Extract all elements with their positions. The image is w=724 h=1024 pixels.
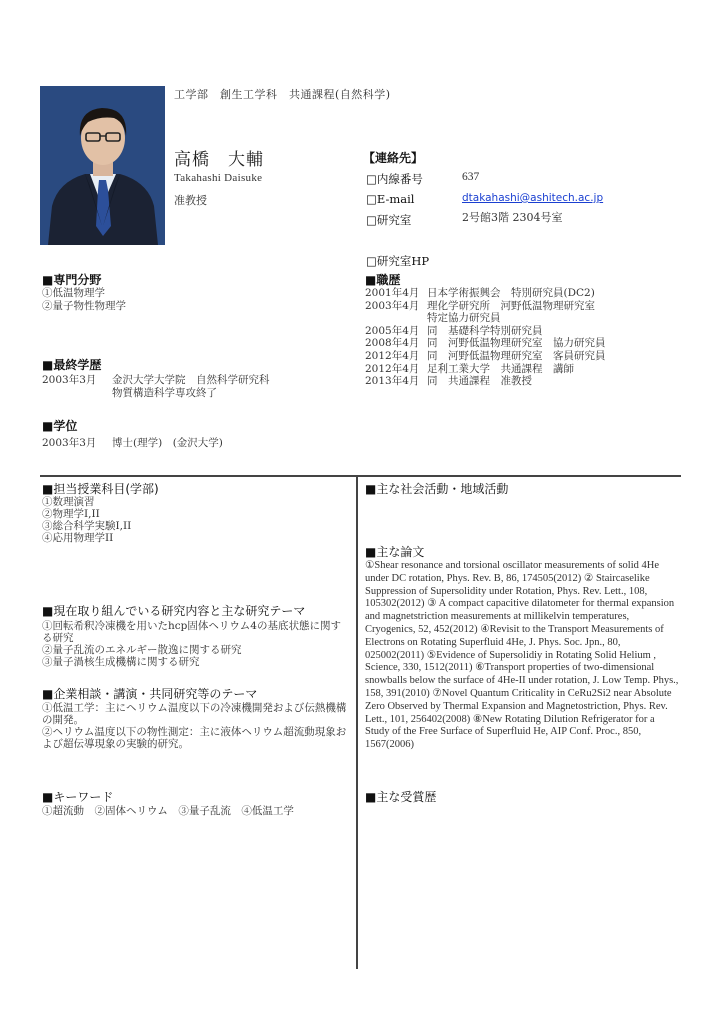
research-item: ③量子渦核生成機構に関する研究 (42, 656, 200, 668)
education-line: 金沢大学大学院 自然科学研究科 (112, 374, 270, 386)
degree-value: 博士(理学) (金沢大学) (112, 437, 223, 449)
lab-homepage-label: □研究室HP (366, 254, 430, 268)
office-value: 2号館3階 2304号室 (462, 211, 563, 224)
education-heading: ■最終学歴 (42, 358, 102, 372)
contact-lab-homepage (366, 253, 462, 269)
career-heading: ■職歴 (365, 273, 401, 287)
course-item: ③総合科学実験I,II (42, 520, 132, 532)
career-item: 2005年4月 同 基礎科学特別研究員 (365, 324, 543, 337)
collaboration-item: ②ヘリウム温度以下の物性測定：主に液体ヘリウム超流動現象および超伝導現象の実験的研究。 (42, 726, 347, 750)
collaboration-list (42, 702, 350, 750)
career-item: 特定協力研究員 (427, 312, 501, 325)
education-entry (42, 374, 270, 400)
education-line: 物質構造科学専攻終了 (112, 387, 217, 399)
course-item: ②物理学I,II (42, 508, 100, 520)
social-activities-heading: ■主な社会活動・地域活動 (365, 482, 509, 496)
keywords-value: ①超流動 ②固体ヘリウム ③量子乱流 ④低温工学 (42, 805, 294, 817)
contact-email (366, 192, 603, 206)
course-item: ④応用物理学II (42, 532, 114, 544)
contact-office (366, 212, 563, 228)
research-item: ②量子乱流のエネルギー散逸に関する研究 (42, 644, 242, 656)
degree-date: 2003年3月 (42, 437, 97, 449)
career-item: 2003年4月 理化学研究所 河野低温物理研究室 (365, 299, 595, 312)
degree-entry (42, 437, 223, 450)
papers-text: ①Shear resonance and torsional oscillator measurements of solid 4He under DC rotation, Phys. Rev. B, 86, 174505(2012) ② Staircaselike Suppression of Supersolidity under Rotation, Phys. Rev. Lett., 108, 105302(2012) ③ A compact capacitive dilatometer for thermal expansion and magnetstriction measurements at millikelvin temperatures, Cryogenics, 52, 452(2012) ④Revisit to the Transport Measurements of Electrons on Rotating Superfluid 4He, J. Phys. Soc. Jpn., 80, 025002(2011) ⑤Evidence of Supersolidiy in Rotating Solid Helium , Science, 330, 1512(2011) ⑥Transport properties of two-dimensional snowballs below the surface of 4He-II under rotation, J. Low Temp. Phys., 158, 391(2010) ⑦Novel Quantum Criticality in CeRu2Si2 near Absolute Zero Observed by Thermal Expansion and Magnetostriction, Phys. Rev. Lett., 101, 256402(2008) ⑧New Rotating Dilution Refrigerator for a Study of the Free Surface of Superfluid He, AIP Conf. Proc., 850, 1567(2006) (365, 560, 679, 751)
contact-heading: 【連絡先】 (363, 151, 424, 165)
career-item: 2013年4月 同 共通課程 准教授 (365, 375, 532, 388)
research-heading: ■現在取り組んでいる研究内容と主な研究テーマ (42, 604, 306, 618)
horizontal-divider (40, 475, 681, 477)
degree-heading: ■学位 (42, 419, 78, 433)
education-date: 2003年3月 (42, 374, 97, 386)
portrait-image (40, 86, 165, 245)
name-english: Takahashi Daisuke (174, 172, 263, 184)
name-japanese: 高橋 大輔 (174, 150, 264, 170)
awards-heading: ■主な受賞歴 (365, 790, 437, 804)
email-label: □E-mail (366, 192, 415, 206)
office-label: □研究室 (366, 213, 412, 227)
career-item: 2012年4月 同 河野低温物理研究室 客員研究員 (365, 349, 606, 362)
courses-list (42, 496, 131, 544)
research-item: ①回転希釈冷凍機を用いたhcp固体ヘリウム4の基底状態に関する研究 (42, 620, 341, 644)
career-list (365, 287, 665, 388)
keywords-heading: ■キーワード (42, 790, 114, 804)
contact-extension (366, 171, 479, 187)
career-item: 2008年4月 同 河野低温物理研究室 協力研究員 (365, 337, 606, 350)
research-list (42, 620, 348, 668)
position-title: 准教授 (174, 194, 207, 207)
collaboration-heading: ■企業相談・講演・共同研究等のテーマ (42, 687, 258, 701)
extension-label: □内線番号 (366, 172, 423, 186)
courses-heading: ■担当授業科目(学部) (42, 482, 159, 496)
specialty-list (42, 287, 126, 312)
papers-heading: ■主な論文 (365, 545, 425, 559)
extension-value: 637 (462, 171, 480, 183)
collaboration-item: ①低温工学：主にヘリウム温度以下の冷凍機開発および伝熱機構の開発。 (42, 702, 347, 726)
career-item: 2012年4月 足利工業大学 共通課程 講師 (365, 362, 574, 375)
vertical-divider (356, 476, 358, 969)
profile-photo (40, 86, 165, 245)
career-item: 2001年4月 日本学術振興会 特別研究員(DC2) (365, 287, 595, 299)
specialty-item: ②量子物性物理学 (42, 299, 126, 312)
specialty-heading: ■専門分野 (42, 273, 102, 287)
course-item: ①数理演習 (42, 496, 95, 508)
specialty-item: ①低温物理学 (42, 287, 105, 299)
email-link[interactable]: dtakahashi@ashitech.ac.jp (462, 192, 604, 204)
department: 工学部 創生工学科 共通課程(自然科学) (174, 88, 391, 101)
